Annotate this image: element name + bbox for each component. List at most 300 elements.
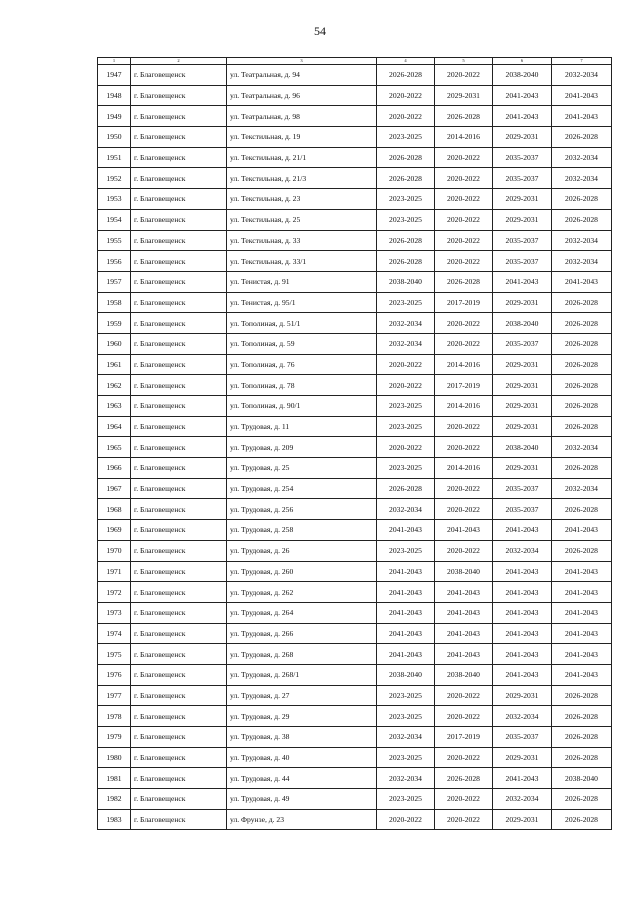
address-cell: ул. Театральная, д. 94 <box>227 65 377 86</box>
city-cell: г. Благовещенск <box>131 147 227 168</box>
period-cell: 2023-2025 <box>377 747 435 768</box>
city-cell: г. Благовещенск <box>131 706 227 727</box>
city-cell: г. Благовещенск <box>131 499 227 520</box>
period-cell: 2032-2034 <box>377 768 435 789</box>
period-cell: 2029-2031 <box>493 292 552 313</box>
table-row <box>98 85 612 106</box>
period-cell: 2026-2028 <box>552 127 612 148</box>
row-number-cell: 1966 <box>98 458 131 479</box>
period-cell: 2020-2022 <box>435 789 493 810</box>
row-number-cell: 1963 <box>98 396 131 417</box>
address-cell: ул. Тополиная, д. 78 <box>227 375 377 396</box>
period-cell: 2026-2028 <box>377 168 435 189</box>
table-row <box>98 292 612 313</box>
column-number: 5 <box>435 58 493 65</box>
period-cell: 2023-2025 <box>377 706 435 727</box>
period-cell: 2026-2028 <box>552 209 612 230</box>
city-cell: г. Благовещенск <box>131 478 227 499</box>
period-cell: 2041-2043 <box>493 623 552 644</box>
address-cell: ул. Трудовая, д. 49 <box>227 789 377 810</box>
period-cell: 2032-2034 <box>552 168 612 189</box>
period-cell: 2041-2043 <box>552 623 612 644</box>
city-cell: г. Благовещенск <box>131 251 227 272</box>
row-number-cell: 1978 <box>98 706 131 727</box>
period-cell: 2020-2022 <box>435 747 493 768</box>
address-cell: ул. Трудовая, д. 268 <box>227 644 377 665</box>
address-cell: ул. Трудовая, д. 256 <box>227 499 377 520</box>
column-number: 3 <box>227 58 377 65</box>
period-cell: 2020-2022 <box>377 375 435 396</box>
period-cell: 2026-2028 <box>552 727 612 748</box>
city-cell: г. Благовещенск <box>131 271 227 292</box>
address-cell: ул. Трудовая, д. 25 <box>227 458 377 479</box>
address-cell: ул. Текстильная, д. 33 <box>227 230 377 251</box>
city-cell: г. Благовещенск <box>131 416 227 437</box>
period-cell: 2041-2043 <box>435 520 493 541</box>
address-cell: ул. Текстильная, д. 33/1 <box>227 251 377 272</box>
period-cell: 2017-2019 <box>435 292 493 313</box>
period-cell: 2026-2028 <box>377 478 435 499</box>
row-number-cell: 1976 <box>98 664 131 685</box>
period-cell: 2029-2031 <box>493 396 552 417</box>
city-cell: г. Благовещенск <box>131 168 227 189</box>
period-cell: 2026-2028 <box>552 706 612 727</box>
row-number-cell: 1950 <box>98 127 131 148</box>
period-cell: 2041-2043 <box>552 644 612 665</box>
period-cell: 2020-2022 <box>435 540 493 561</box>
city-cell: г. Благовещенск <box>131 313 227 334</box>
period-cell: 2041-2043 <box>377 582 435 603</box>
row-number-cell: 1962 <box>98 375 131 396</box>
row-number-cell: 1977 <box>98 685 131 706</box>
period-cell: 2020-2022 <box>435 65 493 86</box>
address-cell: ул. Текстильная, д. 19 <box>227 127 377 148</box>
period-cell: 2041-2043 <box>493 768 552 789</box>
period-cell: 2032-2034 <box>377 727 435 748</box>
period-cell: 2020-2022 <box>377 85 435 106</box>
period-cell: 2041-2043 <box>493 561 552 582</box>
row-number-cell: 1979 <box>98 727 131 748</box>
period-cell: 2026-2028 <box>377 147 435 168</box>
period-cell: 2029-2031 <box>493 747 552 768</box>
address-cell: ул. Тополиная, д. 76 <box>227 354 377 375</box>
period-cell: 2014-2016 <box>435 396 493 417</box>
period-cell: 2032-2034 <box>377 313 435 334</box>
period-cell: 2014-2016 <box>435 127 493 148</box>
table-row <box>98 623 612 644</box>
period-cell: 2035-2037 <box>493 230 552 251</box>
period-cell: 2029-2031 <box>493 127 552 148</box>
period-cell: 2032-2034 <box>552 230 612 251</box>
period-cell: 2038-2040 <box>552 768 612 789</box>
city-cell: г. Благовещенск <box>131 623 227 644</box>
column-number: 1 <box>98 58 131 65</box>
address-cell: ул. Текстильная, д. 23 <box>227 189 377 210</box>
row-number-cell: 1947 <box>98 65 131 86</box>
period-cell: 2032-2034 <box>377 499 435 520</box>
city-cell: г. Благовещенск <box>131 230 227 251</box>
period-cell: 2038-2040 <box>493 437 552 458</box>
period-cell: 2020-2022 <box>435 251 493 272</box>
row-number-cell: 1981 <box>98 768 131 789</box>
address-cell: ул. Трудовая, д. 11 <box>227 416 377 437</box>
period-cell: 2014-2016 <box>435 354 493 375</box>
period-cell: 2032-2034 <box>552 478 612 499</box>
period-cell: 2041-2043 <box>435 582 493 603</box>
period-cell: 2029-2031 <box>493 375 552 396</box>
period-cell: 2041-2043 <box>493 582 552 603</box>
city-cell: г. Благовещенск <box>131 65 227 86</box>
table-row <box>98 499 612 520</box>
table-row <box>98 416 612 437</box>
period-cell: 2026-2028 <box>552 354 612 375</box>
period-cell: 2041-2043 <box>435 623 493 644</box>
period-cell: 2026-2028 <box>552 416 612 437</box>
period-cell: 2035-2037 <box>493 478 552 499</box>
period-cell: 2041-2043 <box>377 623 435 644</box>
period-cell: 2038-2040 <box>377 271 435 292</box>
address-cell: ул. Трудовая, д. 29 <box>227 706 377 727</box>
row-number-cell: 1958 <box>98 292 131 313</box>
period-cell: 2041-2043 <box>552 664 612 685</box>
period-cell: 2041-2043 <box>493 271 552 292</box>
row-number-cell: 1953 <box>98 189 131 210</box>
period-cell: 2020-2022 <box>435 209 493 230</box>
table-row <box>98 768 612 789</box>
period-cell: 2029-2031 <box>493 416 552 437</box>
row-number-cell: 1959 <box>98 313 131 334</box>
row-number-cell: 1970 <box>98 540 131 561</box>
address-cell: ул. Трудовая, д. 40 <box>227 747 377 768</box>
period-cell: 2020-2022 <box>435 313 493 334</box>
period-cell: 2032-2034 <box>377 333 435 354</box>
period-cell: 2017-2019 <box>435 727 493 748</box>
address-cell: ул. Театральная, д. 96 <box>227 85 377 106</box>
period-cell: 2026-2028 <box>552 313 612 334</box>
period-cell: 2026-2028 <box>552 540 612 561</box>
column-number: 4 <box>377 58 435 65</box>
period-cell: 2032-2034 <box>493 706 552 727</box>
period-cell: 2023-2025 <box>377 396 435 417</box>
period-cell: 2041-2043 <box>377 561 435 582</box>
city-cell: г. Благовещенск <box>131 106 227 127</box>
city-cell: г. Благовещенск <box>131 602 227 623</box>
period-cell: 2035-2037 <box>493 147 552 168</box>
period-cell: 2026-2028 <box>552 809 612 830</box>
register-table <box>97 57 612 830</box>
period-cell: 2041-2043 <box>493 85 552 106</box>
city-cell: г. Благовещенск <box>131 768 227 789</box>
period-cell: 2038-2040 <box>493 313 552 334</box>
table-row <box>98 251 612 272</box>
row-number-cell: 1972 <box>98 582 131 603</box>
city-cell: г. Благовещенск <box>131 685 227 706</box>
period-cell: 2041-2043 <box>552 271 612 292</box>
period-cell: 2026-2028 <box>552 499 612 520</box>
period-cell: 2041-2043 <box>552 106 612 127</box>
period-cell: 2029-2031 <box>493 189 552 210</box>
period-cell: 2032-2034 <box>552 251 612 272</box>
table-row <box>98 747 612 768</box>
city-cell: г. Благовещенск <box>131 458 227 479</box>
table-row <box>98 396 612 417</box>
row-number-cell: 1964 <box>98 416 131 437</box>
address-cell: ул. Трудовая, д. 27 <box>227 685 377 706</box>
period-cell: 2026-2028 <box>435 271 493 292</box>
table-row <box>98 789 612 810</box>
period-cell: 2026-2028 <box>435 106 493 127</box>
period-cell: 2041-2043 <box>377 644 435 665</box>
table-row <box>98 168 612 189</box>
table-row <box>98 375 612 396</box>
period-cell: 2020-2022 <box>435 189 493 210</box>
row-number-cell: 1948 <box>98 85 131 106</box>
period-cell: 2041-2043 <box>493 106 552 127</box>
period-cell: 2026-2028 <box>435 768 493 789</box>
row-number-cell: 1956 <box>98 251 131 272</box>
city-cell: г. Благовещенск <box>131 664 227 685</box>
city-cell: г. Благовещенск <box>131 396 227 417</box>
table-row <box>98 809 612 830</box>
table-row <box>98 520 612 541</box>
period-cell: 2041-2043 <box>493 520 552 541</box>
period-cell: 2041-2043 <box>552 582 612 603</box>
period-cell: 2029-2031 <box>493 685 552 706</box>
table-row <box>98 685 612 706</box>
address-cell: ул. Трудовая, д. 266 <box>227 623 377 644</box>
city-cell: г. Благовещенск <box>131 437 227 458</box>
period-cell: 2041-2043 <box>493 602 552 623</box>
period-cell: 2041-2043 <box>493 664 552 685</box>
row-number-cell: 1968 <box>98 499 131 520</box>
period-cell: 2014-2016 <box>435 458 493 479</box>
period-cell: 2017-2019 <box>435 375 493 396</box>
city-cell: г. Благовещенск <box>131 292 227 313</box>
table-row <box>98 561 612 582</box>
period-cell: 2023-2025 <box>377 209 435 230</box>
period-cell: 2041-2043 <box>552 602 612 623</box>
period-cell: 2023-2025 <box>377 416 435 437</box>
table-row <box>98 602 612 623</box>
table-row <box>98 127 612 148</box>
period-cell: 2020-2022 <box>435 147 493 168</box>
address-cell: ул. Трудовая, д. 26 <box>227 540 377 561</box>
row-number-cell: 1961 <box>98 354 131 375</box>
address-cell: ул. Тополиная, д. 59 <box>227 333 377 354</box>
period-cell: 2041-2043 <box>377 520 435 541</box>
period-cell: 2035-2037 <box>493 168 552 189</box>
address-cell: ул. Текстильная, д. 21/3 <box>227 168 377 189</box>
period-cell: 2038-2040 <box>435 664 493 685</box>
period-cell: 2038-2040 <box>435 561 493 582</box>
table-row <box>98 271 612 292</box>
period-cell: 2038-2040 <box>493 65 552 86</box>
period-cell: 2032-2034 <box>493 789 552 810</box>
period-cell: 2041-2043 <box>377 602 435 623</box>
period-cell: 2023-2025 <box>377 127 435 148</box>
table-row <box>98 540 612 561</box>
city-cell: г. Благовещенск <box>131 727 227 748</box>
period-cell: 2032-2034 <box>552 437 612 458</box>
table-row <box>98 706 612 727</box>
period-cell: 2023-2025 <box>377 789 435 810</box>
city-cell: г. Благовещенск <box>131 540 227 561</box>
row-number-cell: 1975 <box>98 644 131 665</box>
table-row <box>98 313 612 334</box>
address-cell: ул. Текстильная, д. 21/1 <box>227 147 377 168</box>
city-cell: г. Благовещенск <box>131 127 227 148</box>
address-cell: ул. Текстильная, д. 25 <box>227 209 377 230</box>
row-number-cell: 1974 <box>98 623 131 644</box>
period-cell: 2041-2043 <box>552 520 612 541</box>
period-cell: 2041-2043 <box>435 602 493 623</box>
address-cell: ул. Фрунзе, д. 23 <box>227 809 377 830</box>
period-cell: 2020-2022 <box>435 437 493 458</box>
period-cell: 2020-2022 <box>435 478 493 499</box>
row-number-cell: 1949 <box>98 106 131 127</box>
period-cell: 2020-2022 <box>435 230 493 251</box>
page-number: 54 <box>314 24 326 38</box>
period-cell: 2026-2028 <box>552 458 612 479</box>
address-cell: ул. Тополиная, д. 51/1 <box>227 313 377 334</box>
period-cell: 2020-2022 <box>435 168 493 189</box>
table-row <box>98 230 612 251</box>
period-cell: 2026-2028 <box>552 789 612 810</box>
period-cell: 2032-2034 <box>552 147 612 168</box>
period-cell: 2020-2022 <box>435 333 493 354</box>
period-cell: 2023-2025 <box>377 292 435 313</box>
table-row <box>98 437 612 458</box>
period-cell: 2020-2022 <box>377 106 435 127</box>
row-number-cell: 1955 <box>98 230 131 251</box>
table-row <box>98 664 612 685</box>
period-cell: 2023-2025 <box>377 540 435 561</box>
period-cell: 2020-2022 <box>435 706 493 727</box>
row-number-cell: 1973 <box>98 602 131 623</box>
period-cell: 2035-2037 <box>493 727 552 748</box>
column-number: 6 <box>493 58 552 65</box>
table-row <box>98 354 612 375</box>
address-cell: ул. Трудовая, д. 258 <box>227 520 377 541</box>
period-cell: 2026-2028 <box>552 747 612 768</box>
period-cell: 2041-2043 <box>552 561 612 582</box>
address-cell: ул. Трудовая, д. 268/1 <box>227 664 377 685</box>
period-cell: 2020-2022 <box>435 809 493 830</box>
period-cell: 2026-2028 <box>377 65 435 86</box>
row-number-cell: 1967 <box>98 478 131 499</box>
table-row <box>98 147 612 168</box>
table-row <box>98 333 612 354</box>
period-cell: 2035-2037 <box>493 251 552 272</box>
period-cell: 2041-2043 <box>493 644 552 665</box>
row-number-cell: 1951 <box>98 147 131 168</box>
period-cell: 2038-2040 <box>377 664 435 685</box>
table-row <box>98 582 612 603</box>
row-number-cell: 1965 <box>98 437 131 458</box>
row-number-cell: 1960 <box>98 333 131 354</box>
table-row <box>98 644 612 665</box>
period-cell: 2026-2028 <box>552 685 612 706</box>
table-row <box>98 727 612 748</box>
city-cell: г. Благовещенск <box>131 809 227 830</box>
period-cell: 2035-2037 <box>493 499 552 520</box>
row-number-cell: 1954 <box>98 209 131 230</box>
period-cell: 2029-2031 <box>493 458 552 479</box>
address-cell: ул. Тенистая, д. 95/1 <box>227 292 377 313</box>
period-cell: 2020-2022 <box>377 809 435 830</box>
period-cell: 2029-2031 <box>435 85 493 106</box>
address-cell: ул. Трудовая, д. 262 <box>227 582 377 603</box>
period-cell: 2026-2028 <box>552 333 612 354</box>
period-cell: 2041-2043 <box>552 85 612 106</box>
column-number: 7 <box>552 58 612 65</box>
table-row <box>98 458 612 479</box>
city-cell: г. Благовещенск <box>131 333 227 354</box>
period-cell: 2023-2025 <box>377 189 435 210</box>
row-number-cell: 1957 <box>98 271 131 292</box>
city-cell: г. Благовещенск <box>131 789 227 810</box>
address-cell: ул. Трудовая, д. 44 <box>227 768 377 789</box>
city-cell: г. Благовещенск <box>131 747 227 768</box>
city-cell: г. Благовещенск <box>131 520 227 541</box>
row-number-cell: 1952 <box>98 168 131 189</box>
address-cell: ул. Тенистая, д. 91 <box>227 271 377 292</box>
address-cell: ул. Трудовая, д. 38 <box>227 727 377 748</box>
period-cell: 2029-2031 <box>493 809 552 830</box>
period-cell: 2026-2028 <box>552 396 612 417</box>
address-cell: ул. Театральная, д. 98 <box>227 106 377 127</box>
address-cell: ул. Трудовая, д. 264 <box>227 602 377 623</box>
period-cell: 2032-2034 <box>552 65 612 86</box>
period-cell: 2032-2034 <box>493 540 552 561</box>
address-cell: ул. Трудовая, д. 254 <box>227 478 377 499</box>
table-row <box>98 478 612 499</box>
period-cell: 2020-2022 <box>377 354 435 375</box>
period-cell: 2026-2028 <box>377 251 435 272</box>
period-cell: 2020-2022 <box>435 416 493 437</box>
column-number: 2 <box>131 58 227 65</box>
period-cell: 2026-2028 <box>552 189 612 210</box>
period-cell: 2023-2025 <box>377 458 435 479</box>
period-cell: 2020-2022 <box>435 499 493 520</box>
period-cell: 2023-2025 <box>377 685 435 706</box>
city-cell: г. Благовещенск <box>131 582 227 603</box>
address-cell: ул. Тополиная, д. 90/1 <box>227 396 377 417</box>
table-row <box>98 106 612 127</box>
city-cell: г. Благовещенск <box>131 561 227 582</box>
row-number-cell: 1983 <box>98 809 131 830</box>
period-cell: 2041-2043 <box>435 644 493 665</box>
row-number-cell: 1982 <box>98 789 131 810</box>
table-row <box>98 189 612 210</box>
period-cell: 2026-2028 <box>377 230 435 251</box>
city-cell: г. Благовещенск <box>131 189 227 210</box>
period-cell: 2035-2037 <box>493 333 552 354</box>
period-cell: 2020-2022 <box>377 437 435 458</box>
row-number-cell: 1980 <box>98 747 131 768</box>
address-cell: ул. Трудовая, д. 209 <box>227 437 377 458</box>
period-cell: 2029-2031 <box>493 209 552 230</box>
city-cell: г. Благовещенск <box>131 85 227 106</box>
row-number-cell: 1969 <box>98 520 131 541</box>
address-cell: ул. Трудовая, д. 260 <box>227 561 377 582</box>
period-cell: 2020-2022 <box>435 685 493 706</box>
row-number-cell: 1971 <box>98 561 131 582</box>
table-row <box>98 65 612 86</box>
city-cell: г. Благовещенск <box>131 354 227 375</box>
city-cell: г. Благовещенск <box>131 375 227 396</box>
table-row <box>98 209 612 230</box>
